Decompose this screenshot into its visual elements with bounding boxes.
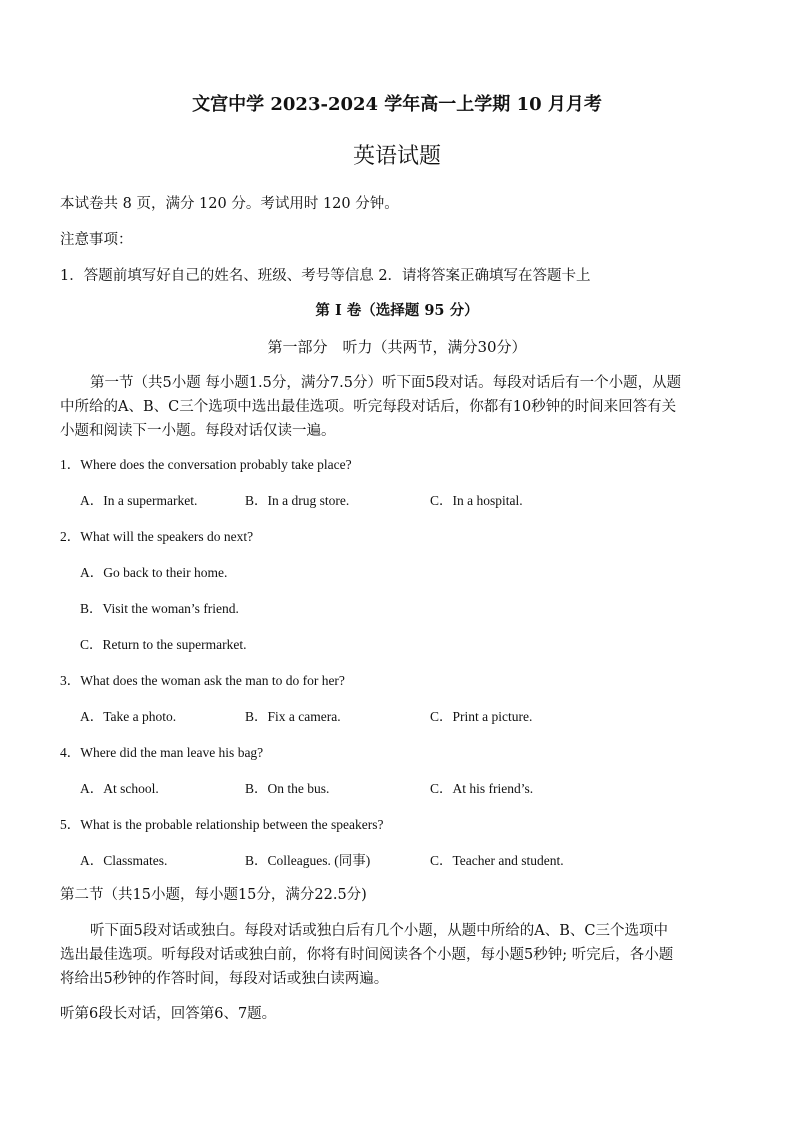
- section1-line: 中所给的A、B、C三个选项中选出最佳选项。听完每段对话后，你都有10秒钟的时间来回答有关: [60, 399, 677, 415]
- option-c: C．Teacher and student.: [430, 853, 564, 868]
- exam-subtitle: 英语试题: [352, 144, 441, 169]
- section2-heading: 第二节（共15小题，每小题15分，满分22.5分): [60, 887, 367, 903]
- section2-line: 听下面5段对话或独白。每段对话或独白后有几个小题，从题中所给的A、B、C三个选项中: [90, 923, 668, 939]
- option-b: B．Colleagues. (同事): [245, 853, 371, 868]
- section2-line: 选出最佳选项。听每段对话或独白前，你将有时间阅读各个小题，每小题5秒钟; 听完后，各小题: [60, 947, 674, 963]
- notice-heading: 注意事项：: [60, 232, 133, 248]
- option-a: A．Take a photo.: [80, 709, 177, 724]
- question-stem: 2．What will the speakers do next?: [60, 529, 254, 544]
- exam-title: 文宫中学 2023-2024 学年高一上学期 10 月月考: [192, 94, 602, 115]
- option-b: B．Fix a camera.: [245, 709, 341, 724]
- notice-item: 1．答题前填写好自己的姓名、班级、考号等信息 2．请将答案正确填写在答题卡上: [60, 268, 591, 284]
- question-stem: 4．Where did the man leave his bag?: [60, 745, 264, 760]
- option-b: B．On the bus.: [245, 781, 330, 796]
- option-c: C．At his friend’s.: [430, 781, 534, 796]
- dialogue-instruction: 听第6段长对话，回答第6、7题。: [60, 1006, 277, 1022]
- part1-heading: 第一部分 听力（共两节，满分30分）: [267, 338, 527, 356]
- section1-instructions: [60, 371, 734, 443]
- question-stem: 5．What is the probable relationship between the speakers?: [60, 817, 384, 832]
- option-a: A．In a supermarket.: [80, 493, 198, 508]
- section1-line: 第一节（共5小题 每小题1.5分，满分7.5分）听下面5段对话。每段对话后有一个小题，从题: [90, 375, 682, 391]
- option-b: B．In a drug store.: [245, 493, 350, 508]
- volume-heading: 第 I 卷（选择题 95 分）: [315, 302, 479, 319]
- option-c: C．Return to the supermarket.: [80, 637, 247, 652]
- question-stem: 1．Where does the conversation probably take place?: [60, 457, 352, 472]
- option-a: A．Go back to their home.: [80, 565, 228, 580]
- section1-line: 小题和阅读下一小题。每段对话仅读一遍。: [60, 423, 336, 439]
- section2-line: 将给出5秒钟的作答时间，每段对话或独白读两遍。: [60, 971, 389, 987]
- question-stem: 3．What does the woman ask the man to do for her?: [60, 673, 345, 688]
- option-b: B．Visit the woman’s friend.: [80, 601, 239, 616]
- exam-info: 本试卷共 8 页，满分 120 分。考试用时 120 分钟。: [60, 196, 399, 212]
- option-a: A．At school.: [80, 781, 159, 796]
- option-c: C．In a hospital.: [430, 493, 523, 508]
- option-a: A．Classmates.: [80, 853, 168, 868]
- option-c: C．Print a picture.: [430, 709, 533, 724]
- section2-instructions: [60, 919, 734, 991]
